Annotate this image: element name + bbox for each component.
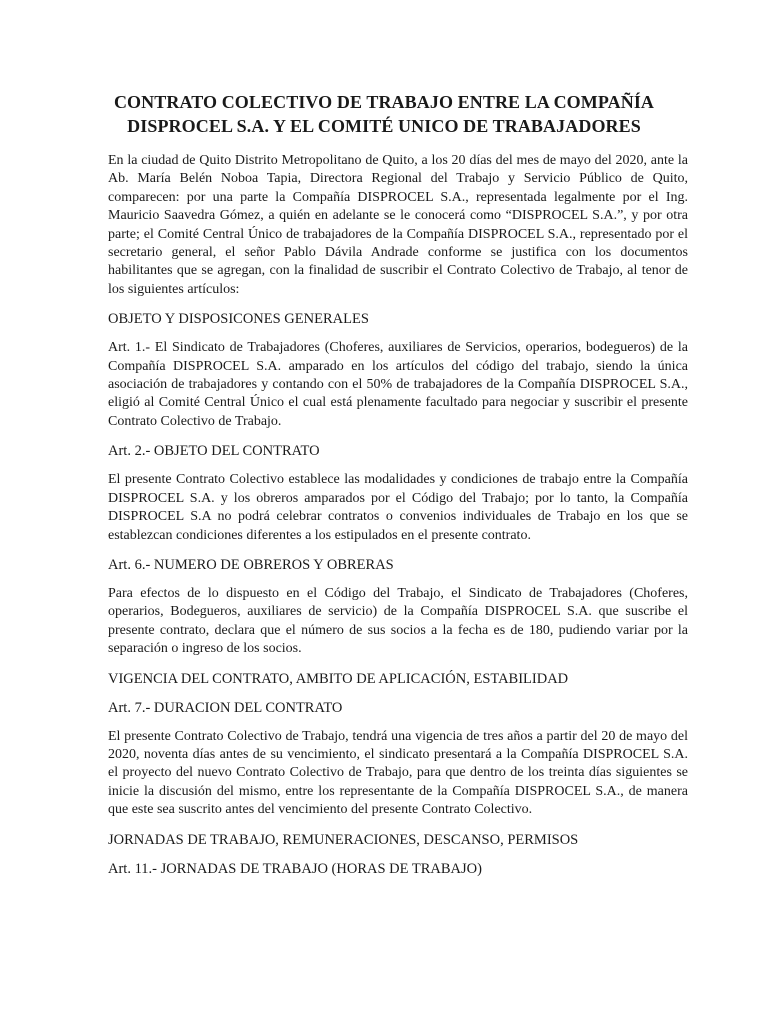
article-11-heading: Art. 11.- JORNADAS DE TRABAJO (HORAS DE TRABAJO) (108, 860, 482, 877)
title-line-1: CONTRATO COLECTIVO DE TRABAJO ENTRE LA COMPAÑÍA (113, 92, 655, 112)
article-2-paragraph: El presente Contrato Colectivo establece las modalidades y condiciones de trabajo entre la Compañía DISPROCEL S.A. y los obreros amparados por el Código del Trabajo; por lo tanto, la Compañía DISPROCEL S.A no podrá celebrar contratos o convenios individuales de Trabajo en los que se establezcan condiciones diferentes a los estipulados en el presente contrato. (108, 472, 688, 543)
article-7-paragraph: El presente Contrato Colectivo de Trabajo, tendrá una vigencia de tres años a partir del 20 de mayo del 2020, noventa días antes de su vencimiento, el sindicato presentará a la Compañía DISPROCEL S.A. el proyecto del nuevo Contrato Colectivo de Trabajo, para que dentro de los treinta días siguientes se inicie la discusión del mismo, entre los representante de la Compañía DISPROCEL S.A., de manera que este sea suscrito antes del vencimiento del presente Contrato Colectivo. (108, 728, 688, 818)
title-line-2: DISPROCEL S.A. Y EL COMITÉ UNICO DE TRABAJADORES (127, 116, 641, 136)
article-6-paragraph: Para efectos de lo dispuesto en el Código del Trabajo, el Sindicato de Trabajadores (Choferes, operarios, Bodegueros, auxiliares de servicio) de la Compañía DISPROCEL S.A. que suscribe el presente contrato, declara que el número de sus socios a la fecha es de 180, pudiendo variar por la separación o ingreso de los socios. (108, 585, 688, 657)
document-title (60, 90, 708, 138)
section-heading-jornadas: JORNADAS DE TRABAJO, REMUNERACIONES, DESCANSO, PERMISOS (108, 831, 579, 848)
article-7-heading: Art. 7.- DURACION DEL CONTRATO (108, 699, 343, 716)
section-heading-objeto: OBJETO Y DISPOSICONES GENERALES (108, 311, 369, 328)
section-heading-vigencia: VIGENCIA DEL CONTRATO, AMBITO DE APLICACIÓN, ESTABILIDAD (108, 670, 569, 687)
document-body (108, 152, 688, 879)
article-1-paragraph: Art. 1.- El Sindicato de Trabajadores (Choferes, auxiliares de Servicios, operarios, bodegueros) de la Compañía DISPROCEL S.A. amparado en los artículos del código del trabajo, siendo la única asociación de trabajadores y contando con el 50% de trabajadores de la Compañía DISPROCEL S.A., eligió al Comité Central Único el cual está plenamente facultado para negociar y suscribir el presente Contrato Colectivo de Trabajo. (108, 340, 688, 429)
article-2-heading: Art. 2.- OBJETO DEL CONTRATO (108, 443, 320, 460)
intro-paragraph: En la ciudad de Quito Distrito Metropolitano de Quito, a los 20 días del mes de mayo del 2020, ante la Ab. María Belén Noboa Tapia, Directora Regional del Trabajo y Servicio Público de Quito, comparecen: por una parte la Compañía DISPROCEL S.A., representada legalmente por el Ing. Mauricio Saavedra Gómez, a quién en adelante se le conocerá como “DISPROCEL S.A.”, y por otra parte; el Comité Central Único de trabajadores de la Compañía DISPROCEL S.A., representado por el secretario general, el señor Pablo Dávila Andrade conforme se justifica con los documentos habilitantes que se agregan, con la finalidad de suscribir el Contrato Colectivo de Trabajo, al tenor de los siguientes artículos: (108, 153, 688, 297)
article-6-heading: Art. 6.- NUMERO DE OBREROS Y OBRERAS (108, 556, 394, 573)
